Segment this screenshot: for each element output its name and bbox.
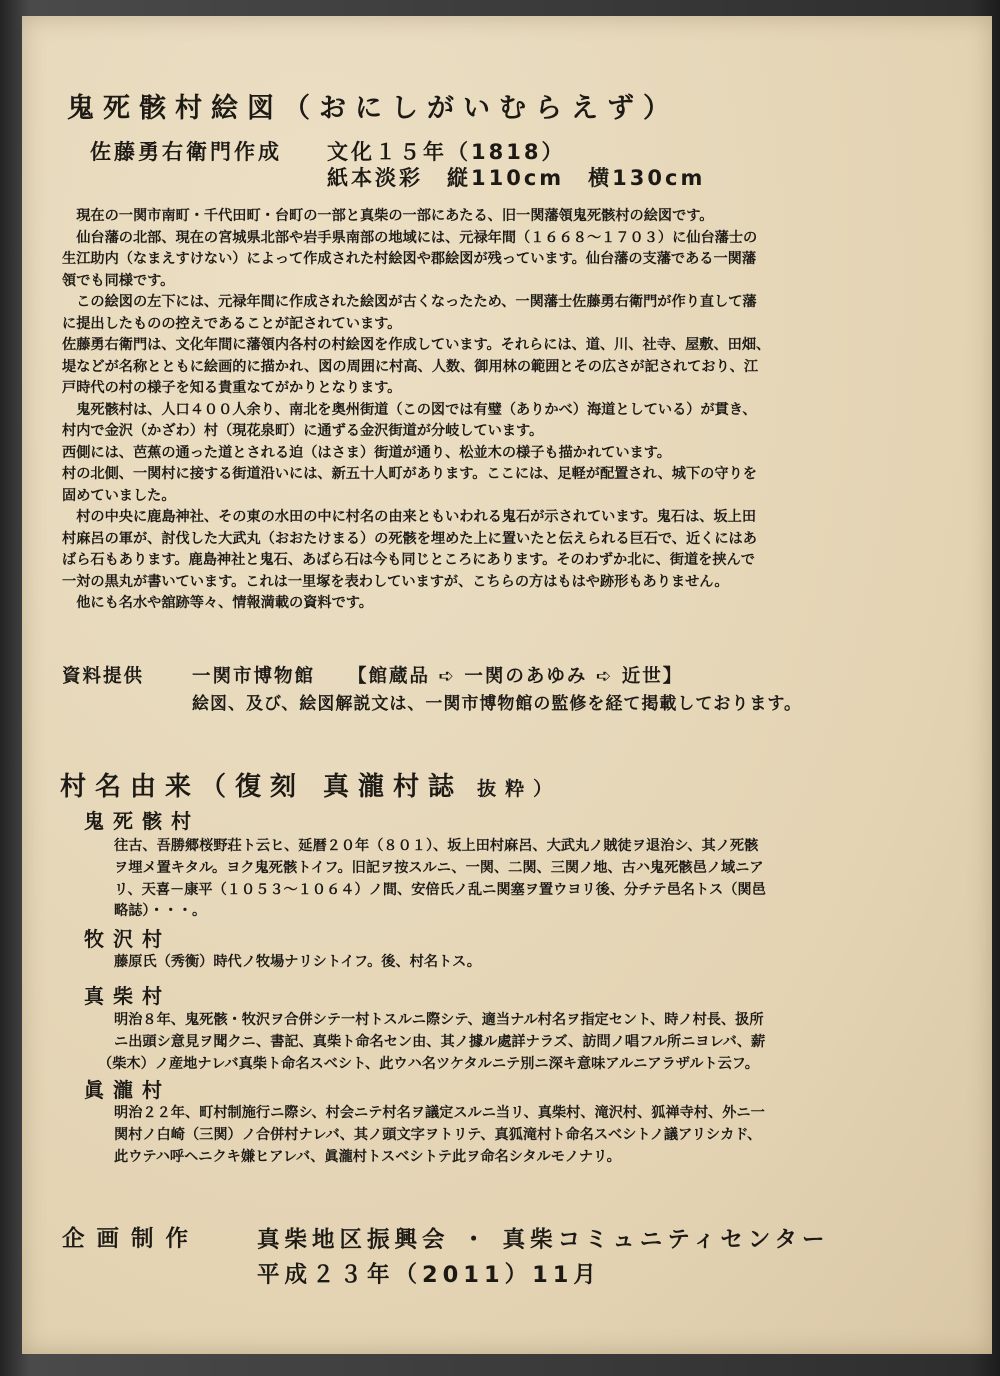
- body-line: 西側には、芭蕉の通った道とされる迫（はさま）街道が通り、松並木の様子も描かれています。: [62, 444, 671, 461]
- body-line: 佐藤勇右衛門は、文化年間に藩領内各村の村絵図を作成しています。それらには、道、川、社寺、屋敷、田畑、: [62, 337, 771, 353]
- body-line: この絵図の左下には、元禄年間に作成された絵図が古くなったため、一関藩士佐藤勇右衛門が作り直して藩: [62, 294, 757, 310]
- plan-date: 平成２３年（2011）11月: [257, 1262, 601, 1288]
- section-title-small: 抜粋）: [477, 778, 562, 800]
- village-text: [114, 952, 481, 974]
- village-line: 此ウテハ呼ヘニクキ嫌ヒアレバ、眞瀧村トスベシトテ此ヲ命名シタルモノナリ。: [114, 1148, 621, 1165]
- village-text: [114, 1103, 765, 1168]
- village-text: [98, 1010, 766, 1075]
- village-line: 略誌）・・・。: [114, 903, 207, 920]
- village-line: 藤原氏（秀衡）時代ノ牧場ナリシトイフ。後、村名トス。: [114, 954, 481, 970]
- body-line: 村内で金沢（かざわ）村（現花泉町）に通ずる金沢街道が分岐しています。: [62, 423, 544, 439]
- village-line: 明治８年、鬼死骸・牧沢ヲ合併シテ一村トスルニ際シテ、適当ナル村名ヲ指定セント、時ノ村長、扱所: [114, 1012, 764, 1028]
- village-name: 眞瀧村: [84, 1078, 171, 1102]
- village-line: リ、天喜－康平（１０５３～１０６４）ノ間、安倍氏ノ乱ニ関塞ヲ置ウヨリ後、分チテ邑名トス（関邑: [114, 881, 766, 898]
- body-line: 一対の黒丸が書いています。これは一里塚を表わしていますが、こちらの方はもはや跡形もありません。: [62, 573, 729, 590]
- body-line: 村の北側、一関村に接する街道沿いには、新五十人町があります。ここには、足軽が配置され、城下の守りを: [62, 466, 757, 482]
- body-line: 生江助内（なまえすけない）によって作成された村絵図や郡絵図が残っています。仙台藩の支藩である一関藩: [62, 251, 757, 267]
- body-line: 固めていました。: [62, 487, 176, 504]
- village-line: ヲ埋メ置キタル。ヨク鬼死骸トイフ。旧記ヲ按スルニ、一関、二関、三関ノ地、古ハ鬼死骸邑ノ域ニア: [114, 859, 764, 876]
- material-line: 紙本淡彩 縦110cm 横130cm: [327, 166, 706, 190]
- source-note: 絵図、及び、絵図解説文は、一関市博物館の監修を経て掲載しております。: [192, 694, 802, 714]
- village-line: ニ出頭シ意見ヲ聞クニ、書記、真柴ト命名セン由、其ノ據ル處詳ナラズ、訪問ノ唱フル所ニヨレバ、薪: [114, 1033, 766, 1050]
- village-line: 関村ノ白崎（三関）ノ合併村ナレバ、其ノ頭文字ヲトリテ、真狐滝村ト命名スベシトノ議アリシカド、: [114, 1126, 762, 1143]
- body-line: 鬼死骸村は、人口４００人余り、南北を奥州街道（この図では有璧（ありかべ）海道としている）が貫き、: [62, 401, 757, 418]
- body-line: 村の中央に鹿島神社、その東の水田の中に村名の由来ともいわれる鬼石が示されています。鬼石は、坂上田: [62, 509, 757, 525]
- village-name: 真柴村: [84, 984, 171, 1008]
- body-line: 戸時代の村の様子を知る貴重なてがかりとなります。: [62, 380, 402, 396]
- section-title-main: 村名由来（復刻 真瀧村誌: [60, 772, 464, 802]
- village-line: 往古、吾勝郷桜野荘ト云ヒ、延暦２０年（８０１）、坂上田村麻呂、大武丸ノ賊徒ヲ退治シ、其ノ死骸: [114, 838, 759, 854]
- body-line: 村麻呂の軍が、討伐した大武丸（おおたけまる）の死骸を埋めた上に置いたと伝えられる巨石で、近くにはあ: [62, 530, 757, 547]
- author-line: 佐藤勇右衛門作成: [90, 140, 282, 164]
- body-line: 堤などが名称とともに絵画的に描かれ、図の周囲に村高、人数、御用林の範囲とその広さが記されており、江: [62, 358, 759, 375]
- notice-board: [22, 16, 992, 1354]
- body-line: 領でも同様です。: [62, 272, 175, 289]
- village-name: 牧沢村: [84, 927, 171, 951]
- plan-label: 企画制作: [62, 1226, 201, 1252]
- body-line: に提出したものの控えであることが記されています。: [62, 315, 402, 332]
- source-name: 一関市博物館: [192, 666, 316, 687]
- village-line: 明治２２年、町村制施行ニ際シ、村会ニテ村名ヲ議定スルニ当リ、真柴村、滝沢村、狐禅寺村、外ニ一: [114, 1105, 765, 1121]
- body-line: 他にも名水や舘跡等々、情報満載の資料です。: [62, 595, 373, 611]
- source-path: 【館蔵品 ➪ 一関のあゆみ ➪ 近世】: [348, 666, 684, 687]
- body-line: 仙台藩の北部、現在の宮城県北部や岩手県南部の地域には、元禄年間（１６６８～１７０３）に仙台藩士の: [62, 229, 758, 246]
- date-line: 文化１５年（1818）: [327, 140, 566, 164]
- village-name: 鬼死骸村: [84, 809, 200, 833]
- page-title: 鬼死骸村絵図（おにしがいむらえず）: [67, 93, 679, 124]
- plan-org: 真柴地区振興会 ・ 真柴コミュニティセンター: [257, 1227, 830, 1253]
- village-text: [114, 836, 766, 923]
- description-body: [62, 206, 962, 615]
- village-line: （柴木）ノ産地ナレバ真柴ト命名スベシト、此ウハ名ツケタルニテ別ニ深キ意味アルニアラザルト云フ。: [98, 1055, 759, 1072]
- body-line: ばら石もあります。鹿島神社と鬼石、あばら石は今も同じところにあります。そのわずか北に、街道を挟んで: [62, 552, 755, 568]
- body-line: 現在の一関市南町・千代田町・台町の一部と真柴の一部にあたる、旧一関藩領鬼死骸村の絵図です。: [62, 208, 714, 224]
- section-title: [60, 766, 561, 803]
- source-label: 資料提供: [62, 666, 145, 687]
